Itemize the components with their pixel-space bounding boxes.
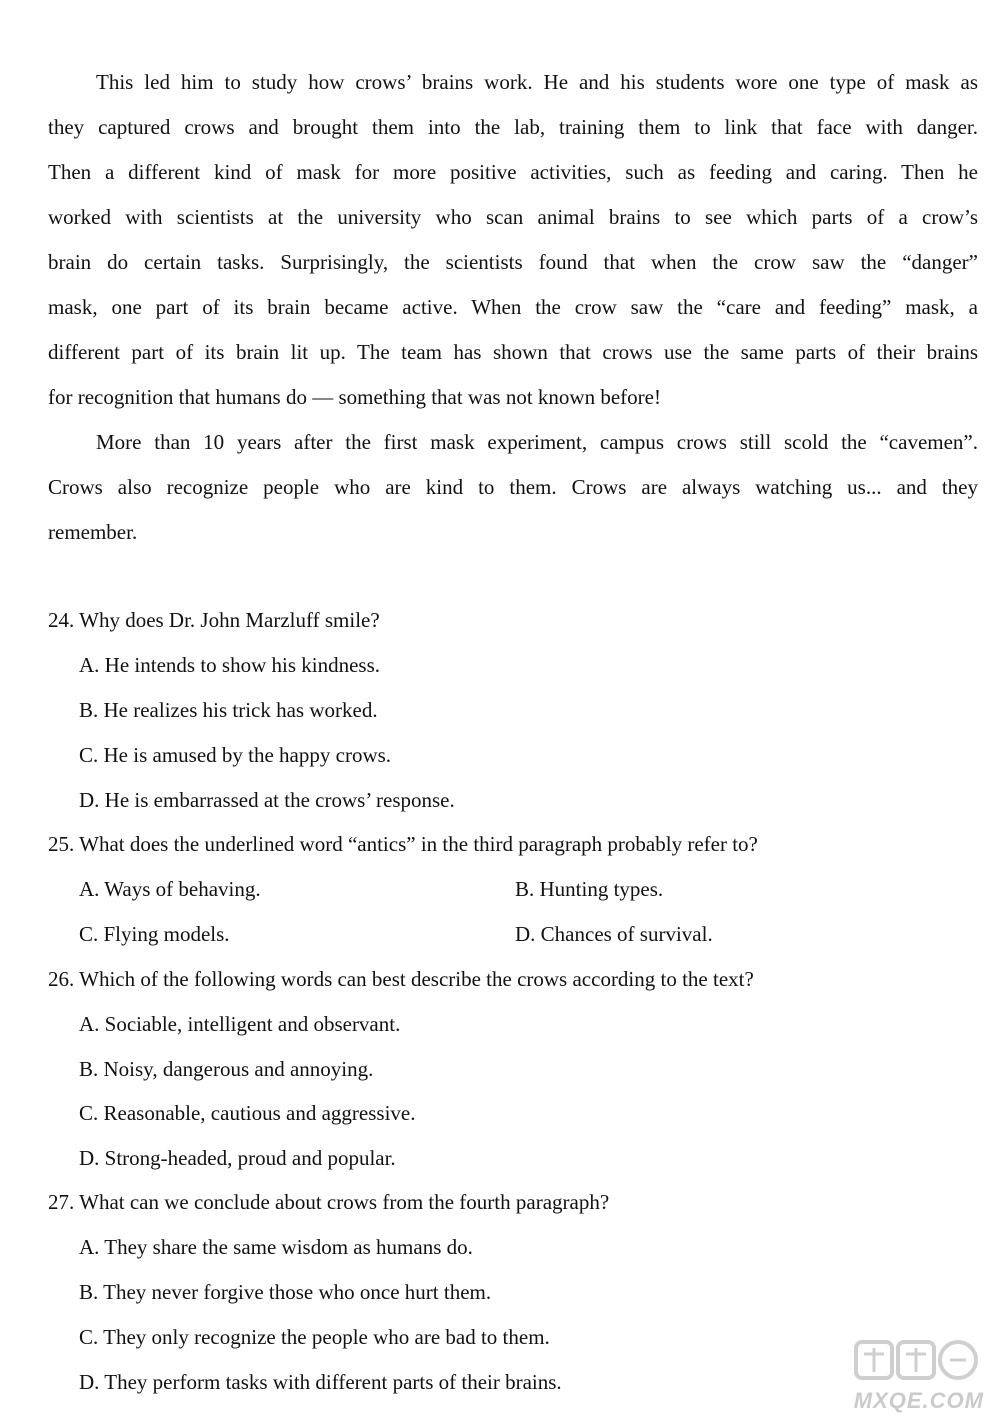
watermark-logo [836,1334,986,1414]
passage-line: they captured crows and brought them into the lab, training them to link that face with danger. [48,115,978,139]
passage-paragraph-1 [48,60,978,420]
passage-line: mask, one part of its brain became active. When the crow saw the “care and feeding” mask, a [48,295,978,319]
question-24-stem: 24. Why does Dr. John Marzluff smile? [48,608,380,632]
passage-line: More than 10 years after the first mask experiment, campus crows still scold the “cavemen”. [96,430,978,454]
answer-stamp-logo-icon [836,1334,986,1394]
passage-line: remember. [48,520,138,544]
question-24-option-d: D. He is embarrassed at the crows’ response. [79,788,455,812]
question-25-option-b: B. Hunting types. [515,877,664,901]
passage-line: for recognition that humans do — something that was not known before! [48,385,661,409]
question-26-option-d: D. Strong-headed, proud and popular. [79,1146,396,1170]
question-27-option-b: B. They never forgive those who once hurt them. [79,1280,492,1304]
passage-line: Then a different kind of mask for more positive activities, such as feeding and caring. Then he [48,160,978,184]
passage-line: Crows also recognize people who are kind to them. Crows are always watching us... and they [48,475,978,499]
question-27-option-a: A. They share the same wisdom as humans do. [79,1235,473,1259]
question-26-option-c: C. Reasonable, cautious and aggressive. [79,1101,416,1125]
question-25-option-a: A. Ways of behaving. [79,877,261,901]
question-24-option-c: C. He is amused by the happy crows. [79,743,392,767]
question-25-stem: 25. What does the underlined word “antics” in the third paragraph probably refer to? [48,832,758,856]
watermark-text: MXQE.COM [853,1388,984,1413]
question-26-option-b: B. Noisy, dangerous and annoying. [79,1057,374,1081]
question-24-option-a: A. He intends to show his kindness. [79,653,380,677]
question-27-option-d: D. They perform tasks with different parts of their brains. [79,1370,562,1394]
question-26-option-a: A. Sociable, intelligent and observant. [79,1012,401,1036]
passage-line: worked with scientists at the university who scan animal brains to see which parts of a crow’s [48,205,978,229]
passage-paragraph-2 [48,420,978,555]
question-26-stem: 26. Which of the following words can best describe the crows according to the text? [48,967,754,991]
question-27-stem: 27. What can we conclude about crows from the fourth paragraph? [48,1190,610,1214]
passage-line: This led him to study how crows’ brains work. He and his students wore one type of mask as [96,70,978,94]
question-25-option-d: D. Chances of survival. [515,922,713,946]
passage-line: different part of its brain lit up. The team has shown that crows use the same parts of their brains [48,340,978,364]
question-25-option-c: C. Flying models. [79,922,230,946]
question-27-option-c: C. They only recognize the people who are bad to them. [79,1325,550,1349]
question-24-option-b: B. He realizes his trick has worked. [79,698,378,722]
passage-line: brain do certain tasks. Surprisingly, the scientists found that when the crow saw the “danger” [48,250,978,274]
